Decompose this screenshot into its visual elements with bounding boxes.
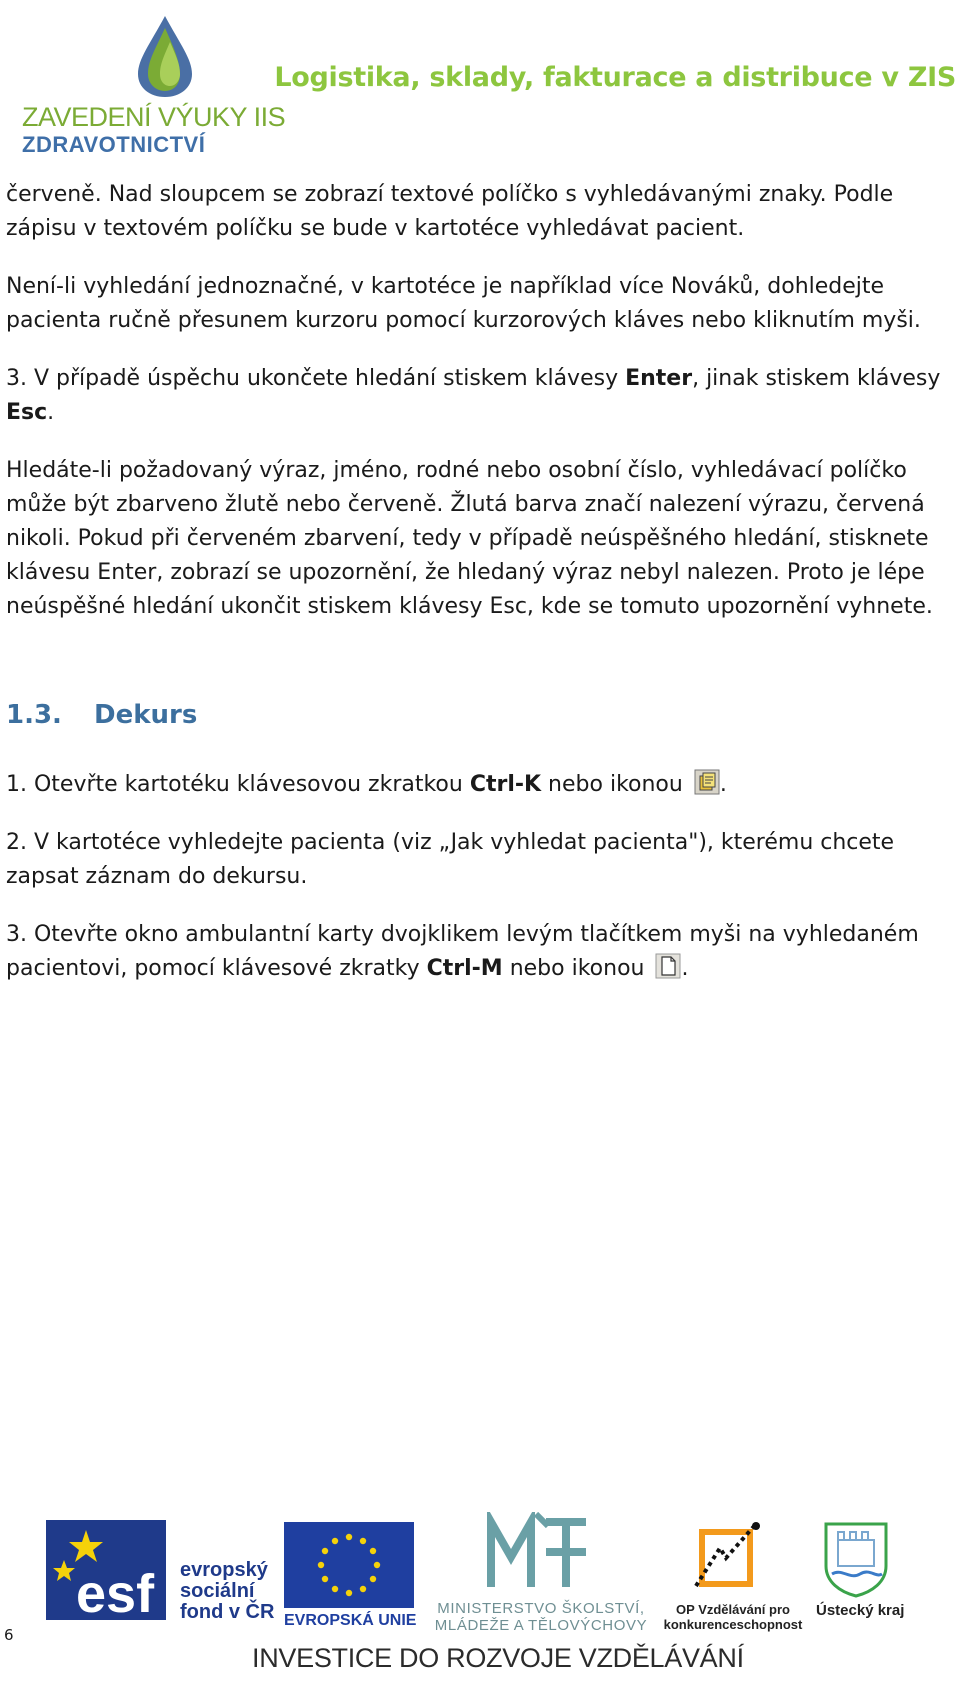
key-esc: Esc xyxy=(6,400,48,425)
paragraph: Hledáte-li požadovaný výraz, jméno, rodné nebo osobní číslo, vyhledávací políčko může být zbarveno žlutě nebo červeně. Žlutá barva značí nalezení výrazu, červená nikoli. Pokud při červeném zbarvení, tedy v případě neúspěšného hledání, stisknete klávesu Enter, zobrazí se upozornění, že hledaný výraz nebyl nalezen. Proto je lépe neúspěšné hledání ukončit stiskem klávesy Esc, kde se tomuto upozornění vyhnete. xyxy=(6,458,933,619)
shortcut-ctrl-m: Ctrl-M xyxy=(426,956,503,981)
document-icon xyxy=(655,953,681,979)
eu-flag-icon xyxy=(284,1522,414,1608)
text-run: , jinak stiskem klávesy xyxy=(692,366,941,391)
card-index-icon xyxy=(694,769,720,795)
text-run: 3. Otevřte okno ambulantní karty dvojklikem levým tlačítkem myši na vyhledaném pacientovi, pomocí klávesové zkratky xyxy=(6,922,919,981)
op-vzdelavani-logo-icon xyxy=(686,1518,766,1598)
op-text: OP Vzdělávání pro konkurenceschopnost xyxy=(663,1602,803,1632)
footer-logos xyxy=(46,1512,926,1632)
text-run: . xyxy=(681,956,689,981)
logo-line-1: ZAVEDENÍ VÝUKY IIS xyxy=(22,102,286,132)
text-run: . xyxy=(47,400,55,425)
header-title: Logistika, sklady, fakturace a distribuce v ZIS xyxy=(274,62,956,93)
svg-text:esf: esf xyxy=(76,1564,155,1620)
paragraph: červeně. Nad sloupcem se zobrazí textové políčko s vyhledávanými znaky. Podle zápisu v textovém políčku se bude v kartotéce vyhledávat pacient. xyxy=(6,182,894,241)
eu-label: EVROPSKÁ UNIE xyxy=(284,1612,417,1629)
key-enter: Enter xyxy=(625,366,693,391)
paragraph xyxy=(6,362,956,430)
esf-text: evropský sociální fond v ČR xyxy=(180,1559,275,1623)
drop-icon xyxy=(130,14,200,99)
body-text xyxy=(6,178,956,624)
text-run: . xyxy=(719,772,727,797)
esf-logo-icon xyxy=(46,1520,166,1620)
page-number: 6 xyxy=(4,1626,14,1644)
text-run: 1. Otevřte kartotéku klávesovou zkratkou xyxy=(6,772,470,797)
section-number: 1.3. xyxy=(6,700,62,730)
shortcut-ctrl-k: Ctrl-K xyxy=(469,772,542,797)
section-title: Dekurs xyxy=(94,700,198,730)
ustecky-kraj-logo-icon xyxy=(816,1516,896,1598)
steps-list xyxy=(6,768,956,986)
logo-line-2: ZDRAVOTNICTVÍ xyxy=(22,132,206,157)
msmt-text: MINISTERSTVO ŠKOLSTVÍ, MLÁDEŽE A TĚLOVÝCHOVY xyxy=(434,1600,648,1634)
kraj-text: Ústecký kraj xyxy=(816,1602,905,1619)
text-run: nebo ikonou xyxy=(502,956,652,981)
zavedeni-vyuky-logo xyxy=(18,14,288,157)
paragraph: Není-li vyhledání jednoznačné, v kartotéce je například více Nováků, dohledejte pacienta ručně přesunem kurzoru pomocí kurzorových kláves nebo kliknutím myši. xyxy=(6,274,921,333)
step xyxy=(6,768,956,802)
step: 2. V kartotéce vyhledejte pacienta (viz „Jak vyhledat pacienta"), kterému chcete zapsat záznam do dekursu. xyxy=(6,830,895,889)
investice-slogan: INVESTICE DO ROZVOJE VZDĚLÁVÁNÍ xyxy=(252,1643,744,1673)
section-heading xyxy=(6,700,197,730)
text-run: nebo ikonou xyxy=(541,772,690,797)
msmt-logo-icon xyxy=(486,1512,596,1592)
step xyxy=(6,918,956,986)
text-run: 3. V případě úspěchu ukončete hledání stiskem klávesy xyxy=(6,366,626,391)
